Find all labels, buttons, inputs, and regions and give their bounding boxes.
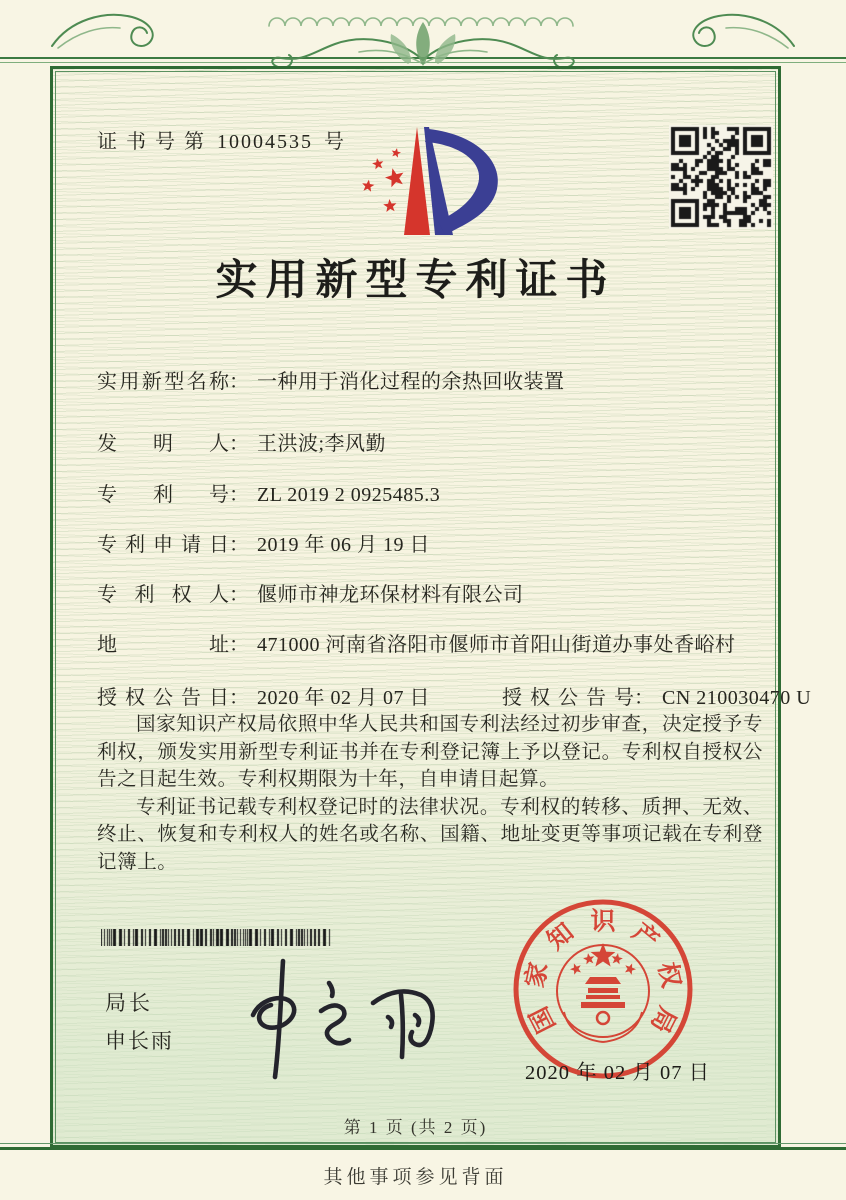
svg-text:权: 权 xyxy=(652,960,685,991)
field-colon: ： xyxy=(229,484,249,506)
certificate-sheet xyxy=(50,66,812,1148)
field-row-grant xyxy=(97,681,812,710)
field-colon: ： xyxy=(229,433,249,455)
field-colon: ： xyxy=(229,584,249,606)
svg-text:局: 局 xyxy=(644,1002,681,1037)
field-colon: ： xyxy=(229,534,249,556)
field-label: 专利号 xyxy=(97,484,229,506)
qr-code-icon xyxy=(669,125,773,229)
field-label: 地址 xyxy=(97,634,229,656)
certificate-number-suffix: 号 xyxy=(324,131,346,153)
grant-date-value: 2020 年 02 月 07 日 xyxy=(257,687,430,709)
field-label: 授权公告号 xyxy=(502,687,634,709)
svg-text:家: 家 xyxy=(521,960,554,991)
field-label: 专利申请日 xyxy=(97,534,229,556)
svg-text:知: 知 xyxy=(542,918,580,956)
certificate-number: 10004535 xyxy=(217,131,313,153)
back-side-note: 其他事项参见背面 xyxy=(323,1167,508,1188)
legal-paragraph-1: 国家知识产权局依照中华人民共和国专利法经过初步审查，决定授予专利权，颁发实用新型专利证书并在专利登记簿上予以登记。专利权自授权公告之日起生效。专利权期限为十年，自申请日起算。 xyxy=(97,714,763,790)
certificate-title: 实用新型专利证书 xyxy=(215,258,616,304)
field-value: 王洪波;李风勤 xyxy=(257,433,387,455)
field-colon: ： xyxy=(229,687,249,709)
field-value: 471000 河南省洛阳市偃师市首阳山街道办事处香峪村 xyxy=(257,634,736,656)
field-colon: ： xyxy=(634,687,654,709)
page-number: 第 1 页 (共 2 页) xyxy=(343,1118,488,1137)
handwritten-signature-icon xyxy=(225,951,483,1091)
field-colon: ： xyxy=(229,634,249,656)
field-row-inventor xyxy=(97,427,386,456)
cnipa-logo-icon xyxy=(353,125,523,237)
barcode-icon xyxy=(101,929,333,946)
field-value: ZL 2019 2 0925485.3 xyxy=(257,484,441,506)
svg-text:产: 产 xyxy=(626,918,664,956)
grant-number-value: CN 210030470 U xyxy=(662,687,812,709)
corner-flourish-right xyxy=(668,4,798,52)
bottom-border-rule xyxy=(0,1143,846,1150)
field-row-patentee xyxy=(97,578,524,607)
field-label: 授权公告日 xyxy=(97,687,229,709)
field-label: 实用新型名称 xyxy=(97,371,229,393)
svg-text:识: 识 xyxy=(590,908,616,936)
field-value: 2019 年 06 月 19 日 xyxy=(257,534,430,556)
field-colon: ： xyxy=(229,371,249,393)
field-label: 发明人 xyxy=(97,433,229,455)
field-value: 一种用于消化过程的余热回收装置 xyxy=(257,371,565,393)
field-row-filing-date xyxy=(97,528,430,557)
grant-number-group xyxy=(502,681,811,710)
field-row-utility-model-name xyxy=(97,365,565,394)
director-name: 申长雨 xyxy=(105,1029,174,1053)
seal-date: 2020 年 02 月 07 日 xyxy=(525,1062,711,1084)
field-row-address xyxy=(97,628,736,657)
field-label: 专利权人 xyxy=(97,584,229,606)
director-title: 局长 xyxy=(105,991,153,1015)
certificate-number-line xyxy=(97,125,346,154)
legal-text-block xyxy=(97,711,763,876)
corner-flourish-left xyxy=(48,4,178,52)
certificate-number-prefix: 证 书 号 第 xyxy=(97,131,206,153)
legal-paragraph-2: 专利证书记载专利权登记时的法律状况。专利权的转移、质押、无效、终止、恢复和专利权人的姓名或名称、国籍、地址变更等事项记载在专利登记簿上。 xyxy=(97,796,763,873)
field-row-patent-number xyxy=(97,478,440,507)
field-value: 偃师市神龙环保材料有限公司 xyxy=(257,584,524,606)
svg-text:国: 国 xyxy=(525,1002,562,1037)
